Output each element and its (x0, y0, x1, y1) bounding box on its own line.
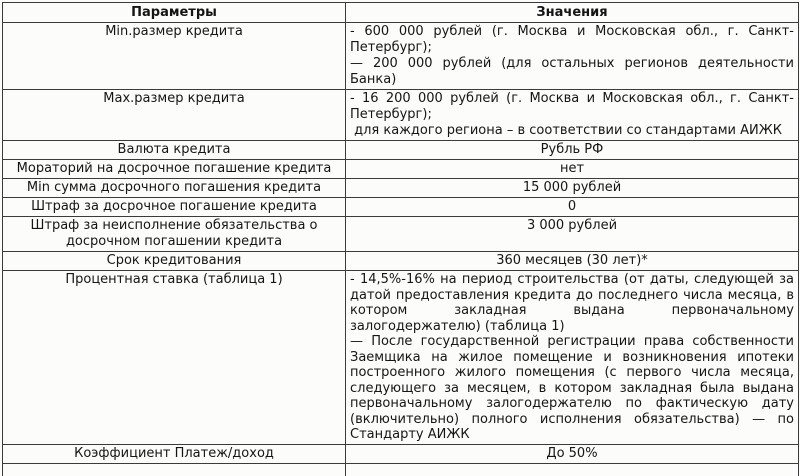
value-paragraph: - 14,5%-16% на период строительства (от даты, следующей за датой предоставления кредита до последнего числа месяца, в котором закладная выдана первоначальному залогодержателю) (таблица 1) (350, 272, 794, 334)
parameter-cell: Процентная ставка (таблица 1) (3, 271, 346, 445)
value-paragraph: — 200 000 рублей (для остальных регионов деятельности Банка) (350, 56, 794, 87)
loan-parameters-table (2, 2, 799, 476)
parameter-cell: Мораторий на досрочное погашение кредита (3, 160, 346, 179)
table-row (3, 141, 799, 160)
table-row (3, 90, 799, 141)
parameter-cell: Валюта кредита (3, 141, 346, 160)
value-paragraph: 3 000 рублей (526, 218, 618, 233)
value-cell (346, 160, 799, 179)
cut-off-cell (3, 463, 346, 476)
value-paragraph: 15 000 рублей (522, 180, 622, 195)
table-row (3, 444, 799, 463)
value-paragraph: нет (559, 161, 585, 176)
table-row (3, 252, 799, 271)
value-paragraph: До 50% (546, 445, 598, 461)
parameter-cell: Min сумма досрочного погашения кредита (3, 179, 346, 198)
value-paragraph: - 16 200 000 рублей (г. Москва и Московская обл., г. Санкт-Петербург); (350, 91, 794, 122)
table-row (3, 23, 799, 90)
value-paragraph: 360 месяцев (30 лет)* (496, 253, 648, 268)
value-paragraph: 0 (567, 199, 577, 214)
parameter-cell: Штраф за досрочное погашение кредита (3, 198, 346, 217)
value-cell (346, 90, 799, 141)
table-row (3, 198, 799, 217)
table-row (3, 217, 799, 252)
table-row (3, 271, 799, 445)
value-cell (346, 179, 799, 198)
parameter-cell: Штраф за неисполнение обязательства о досрочном погашении кредита (3, 217, 346, 252)
parameter-cell: Max.размер кредита (3, 90, 346, 141)
header-cell-values: Значения (346, 3, 799, 23)
header-cell-parameters: Параметры (3, 3, 346, 23)
value-paragraph: для каждого региона – в соответствии со стандартами АИЖК (350, 123, 782, 138)
table-row (3, 179, 799, 198)
value-cell (346, 23, 799, 90)
table-row (3, 160, 799, 179)
table-header (3, 3, 799, 23)
parameter-cell: Коэффициент Платеж/доход (3, 444, 346, 463)
parameter-cell: Min.размер кредита (3, 23, 346, 90)
value-cell (346, 217, 799, 252)
value-paragraph: — После государственной регистрации права собственности Заемщика на жилое помещение и возникновения ипотеки построенного жилого помещения (с первого числа месяца, следующего за месяцем, в котором закладная была выдана первоначальному залогодержателю по фактическую дату (включительно) полного исполнения обязательства) — по Стандарту АИЖК (350, 334, 794, 442)
value-paragraph: Рубль РФ (540, 142, 604, 157)
value-cell (346, 444, 799, 463)
params-table-body (3, 23, 799, 476)
cut-off-row (3, 463, 799, 476)
parameter-cell: Срок кредитования (3, 252, 346, 271)
value-paragraph: - 600 000 рублей (г. Москва и Московская обл., г. Санкт-Петербург); (350, 24, 794, 55)
header-row (3, 3, 799, 23)
value-cell (346, 252, 799, 271)
value-cell (346, 141, 799, 160)
value-cell (346, 271, 799, 445)
value-cell (346, 198, 799, 217)
cut-off-cell (346, 463, 799, 476)
